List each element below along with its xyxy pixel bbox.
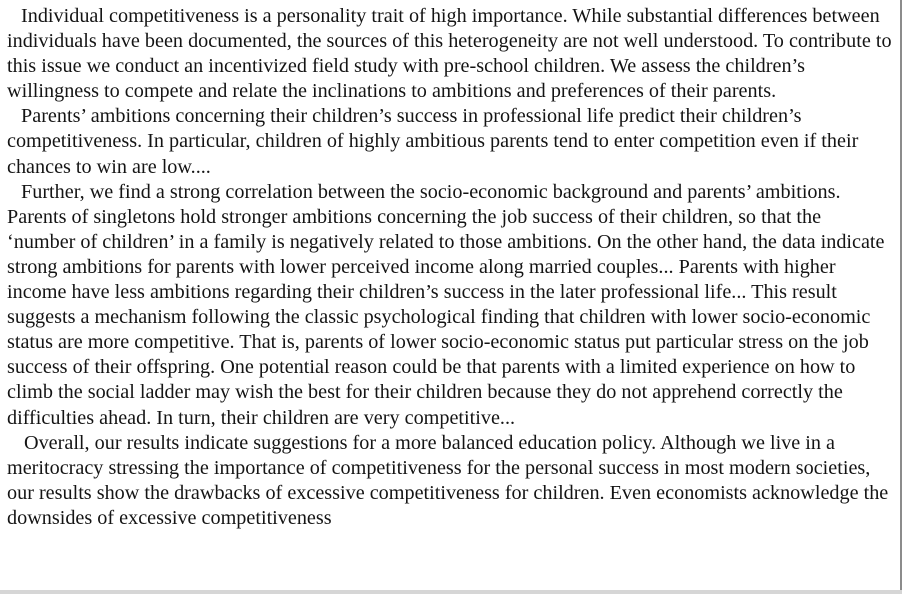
paragraph-abstract: Individual competitiveness is a personality trait of high importance. While substantial differences between individuals have been documented, the sources of this heterogeneity are not well understood. To contribute to this issue we conduct an incentivized field study with pre-school children. We assess the children’s willingness to compete and relate the inclinations to ambitions and preferences of their parents. (7, 5, 892, 103)
document-body (7, 4, 893, 531)
bottom-border (0, 590, 902, 594)
paragraph-socio-economic: Further, we find a strong correlation between the socio-economic background and parents’ ambitions. Parents of singletons hold stronger ambitions concerning the job success of their children, so that the ‘number of children’ in a family is negatively related to those ambitions. On the other hand, the data indicate strong ambitions for parents with lower perceived income along married couples... Parents with higher income have less ambitions regarding their children’s success in the later professional life... This result suggests a mechanism following the classic psychological finding that children with lower socio-economic status are more competitive. That is, parents of lower socio-economic status put particular stress on the job success of their offspring. One potential reason could be that parents with a limited experience on how to climb the social ladder may wish the best for their children because they do not apprehend correctly the difficulties ahead. In turn, their children are very competitive... (7, 180, 885, 429)
paragraph-conclusion: Overall, our results indicate suggestions for a more balanced education policy. Although we live in a meritocracy stressing the importance of competitiveness for the personal success in most modern societies, our results show the drawbacks of excessive competitiveness for children. Even economists acknowledge the downsides of excessive competitiveness (7, 431, 889, 529)
paragraph-parents-ambitions: Parents’ ambitions concerning their children’s success in professional life predict their children’s competitiveness. In particular, children of highly ambitious parents tend to enter competition even if their chances to win are low.... (7, 105, 859, 178)
